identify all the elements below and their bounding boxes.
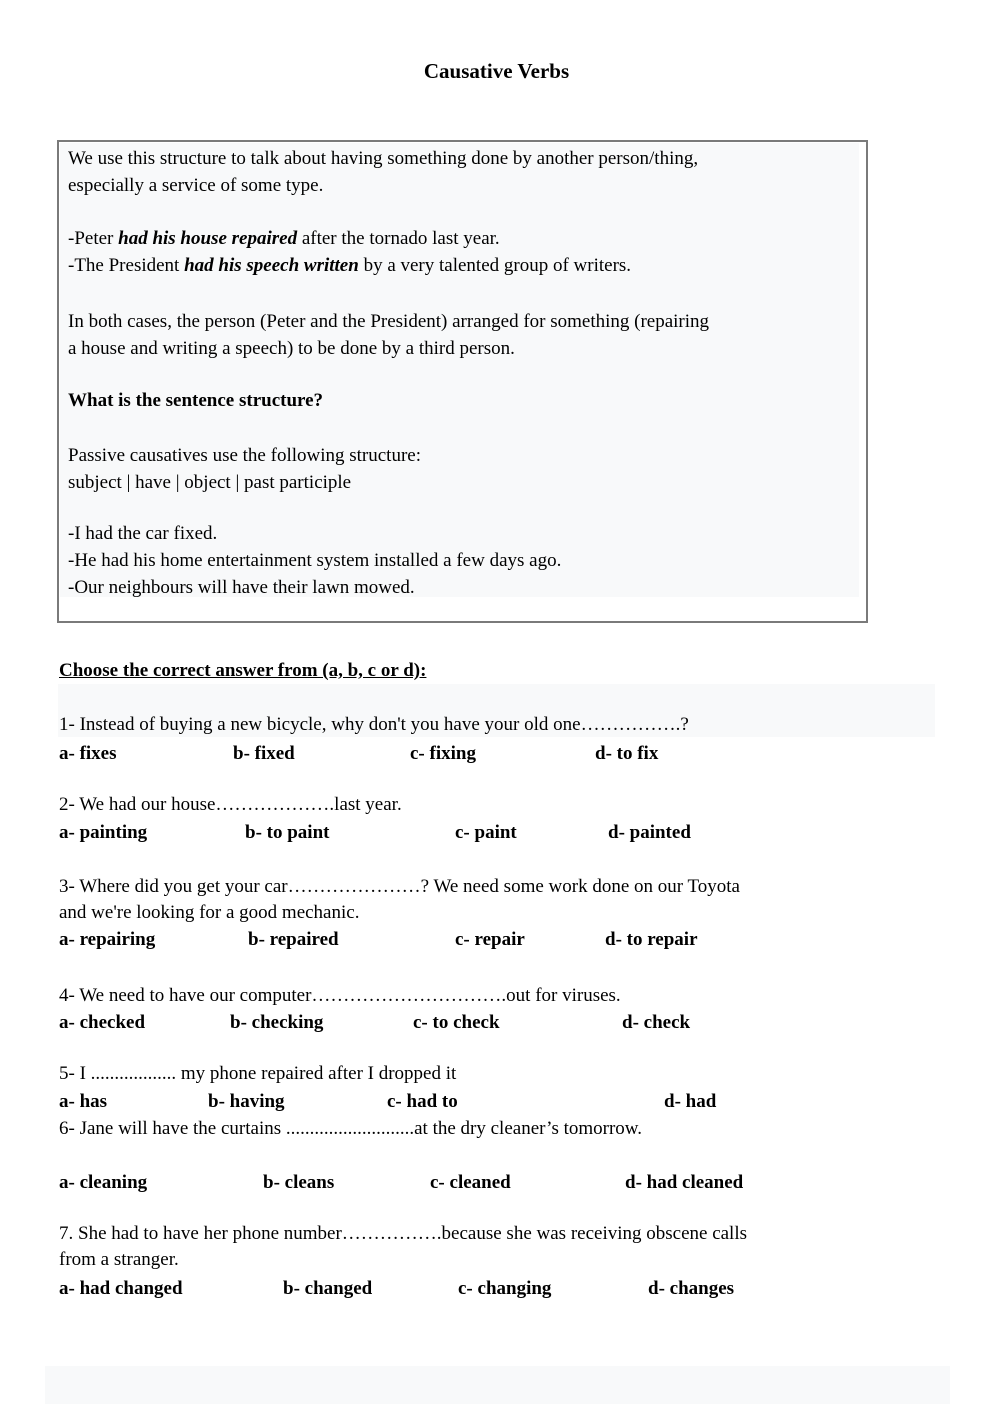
example-emphasis: had his house repaired xyxy=(118,228,298,249)
answer-option: d- changes xyxy=(648,1278,735,1299)
answer-option: a- had changed xyxy=(59,1278,183,1299)
example-pre: -Peter xyxy=(68,228,119,249)
answer-option: a- repairing xyxy=(59,929,156,950)
info-line: especially a service of some type. xyxy=(68,175,324,196)
answer-option: c- repair xyxy=(455,929,525,950)
answer-option: c- cleaned xyxy=(430,1172,511,1193)
question-text: 5- I .................. my phone repaired after I dropped it xyxy=(59,1063,457,1084)
answer-option: d- check xyxy=(622,1012,691,1033)
answer-option: c- changing xyxy=(458,1278,552,1299)
answer-option: b- changed xyxy=(283,1278,373,1299)
answer-option: c- to check xyxy=(413,1012,500,1033)
info-box xyxy=(57,140,868,623)
answer-option: c- fixing xyxy=(410,743,476,764)
question-text: 4- We need to have our computer………………………….out for viruses. xyxy=(59,985,621,1006)
question-text: 1- Instead of buying a new bicycle, why don't you have your old one…………….? xyxy=(59,714,689,735)
answer-option: d- to repair xyxy=(605,929,698,950)
answers-row xyxy=(59,1012,939,1038)
answer-option: d- to fix xyxy=(595,743,659,764)
question-text: 2- We had our house……………….last year. xyxy=(59,794,402,815)
answer-option: b- having xyxy=(208,1091,285,1112)
answers-row xyxy=(59,1172,939,1198)
answer-option: a- checked xyxy=(59,1012,146,1033)
answer-option: d- had cleaned xyxy=(625,1172,744,1193)
example-post: by a very talented group of writers. xyxy=(358,255,632,276)
example-line xyxy=(68,255,631,277)
answer-option: a- cleaning xyxy=(59,1172,148,1193)
info-line: We use this structure to talk about having something done by another person/thing, xyxy=(68,148,699,169)
example-line: -Our neighbours will have their lawn mowed. xyxy=(68,577,415,598)
answer-option: c- paint xyxy=(455,822,517,843)
answer-option: d- painted xyxy=(608,822,691,843)
answer-option: a- painting xyxy=(59,822,148,843)
structure-formula: subject | have | object | past participle xyxy=(68,472,352,493)
question-text: 6- Jane will have the curtains ...........................at the dry cleaner’s tomorrow. xyxy=(59,1118,643,1139)
answer-option: d- had xyxy=(664,1091,717,1112)
answers-row xyxy=(59,1091,939,1117)
answers-row xyxy=(59,743,939,769)
answer-option: b- repaired xyxy=(248,929,339,950)
example-pre: -The President xyxy=(68,255,185,276)
answer-option: c- had to xyxy=(387,1091,458,1112)
example-emphasis: had his speech written xyxy=(184,255,359,276)
answers-row xyxy=(59,822,939,848)
info-line: In both cases, the person (Peter and the President) arranged for something (repairing xyxy=(68,311,710,332)
answer-option: a- fixes xyxy=(59,743,117,764)
example-line: -I had the car fixed. xyxy=(68,523,218,544)
box-subheading: What is the sentence structure? xyxy=(68,390,324,411)
info-line: Passive causatives use the following structure: xyxy=(68,445,422,466)
answer-option: b- cleans xyxy=(263,1172,335,1193)
page-title: Causative Verbs xyxy=(423,59,570,83)
question-text: 7. She had to have her phone number…………….because she was receiving obscene calls xyxy=(59,1223,748,1244)
answers-row xyxy=(59,1278,939,1304)
question-text: and we're looking for a good mechanic. xyxy=(59,902,360,923)
question-text: 3- Where did you get your car…………………? We need some work done on our Toyota xyxy=(59,876,740,897)
question-text: from a stranger. xyxy=(59,1249,179,1270)
example-line: -He had his home entertainment system installed a few days ago. xyxy=(68,550,562,571)
answer-option: b- to paint xyxy=(245,822,330,843)
example-post: after the tornado last year. xyxy=(297,228,500,249)
answers-row xyxy=(59,929,939,955)
answer-option: a- has xyxy=(59,1091,108,1112)
answer-option: b- checking xyxy=(230,1012,324,1033)
info-line: a house and writing a speech) to be done by a third person. xyxy=(68,338,515,359)
bottom-highlight-band xyxy=(45,1366,950,1404)
example-line xyxy=(68,228,500,250)
section-heading: Choose the correct answer from (a, b, c or d): xyxy=(59,660,427,681)
answer-option: b- fixed xyxy=(233,743,295,764)
